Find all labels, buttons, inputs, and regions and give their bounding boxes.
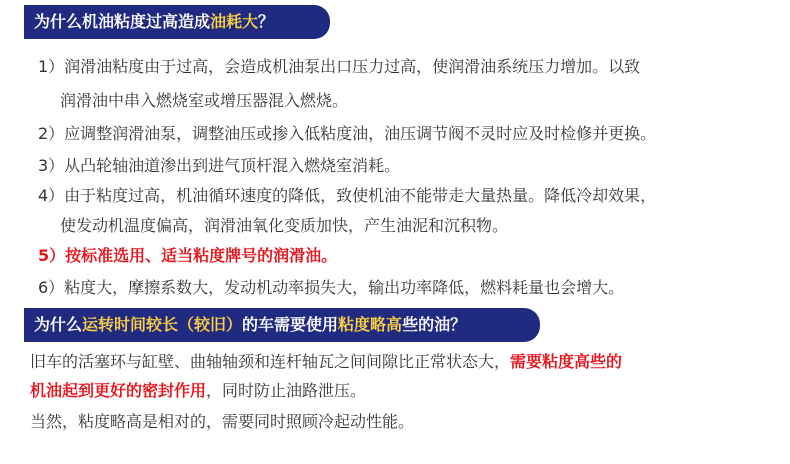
section1-title-part2: ？ [258, 12, 275, 31]
section2-paragraph-1 [30, 352, 622, 372]
section1-title-highlight: 油耗大 [210, 12, 259, 31]
section1-item-1: 1）润滑油粘度由于过高，会造成机油泵出口压力过高，使润滑油系统压力增加。以致 [38, 57, 641, 76]
section2-title-banner [24, 308, 540, 342]
section2-paragraph-2-emphasis: 机油起到更好的密封作用 [30, 381, 207, 400]
section1-title-part1: 为什么机油粘度过高造成 [34, 12, 211, 31]
section1-item-1-continued: 润滑油中串入燃烧室或增压器混入燃烧。 [60, 91, 349, 110]
section1-item-5: 5）按标准选用、适当粘度牌号的润滑油。 [38, 246, 338, 265]
section1-item-2: 2）应调整润滑油泵，调整油压或掺入低粘度油，油压调节阀不灵时应及时检修并更换。 [38, 124, 657, 143]
section1-item-3: 3）从凸轮轴油道渗出到进气顶杆混入燃烧室消耗。 [38, 156, 401, 175]
section2-paragraph-2-text: ，同时防止油路泄压。 [206, 381, 367, 400]
section1-item-6: 6）粘度大，摩擦系数大，发动机动率损失大，输出功率降低，燃料耗量也会增大。 [38, 278, 625, 297]
section2-paragraph-3: 当然，粘度略高是相对的，需要同时照顾冷起动性能。 [30, 412, 415, 431]
section1-title-banner [24, 5, 330, 39]
section1-item-4-continued: 使发动机温度偏高，润滑油氧化变质加快，产生油泥和沉积物。 [60, 216, 509, 235]
section2-title-part3: 些的油？ [402, 315, 467, 334]
section2-title-part1: 为什么 [34, 315, 83, 334]
section2-title-highlight2: 粘度略高 [338, 315, 403, 334]
section1-item-4: 4）由于粘度过高，机油循环速度的降低，致使机油不能带走大量热量。降低冷却效果， [38, 186, 657, 205]
section2-title-highlight1: 运转时间较长（较旧） [82, 315, 243, 334]
section2-paragraph-1-text: 旧车的活塞环与缸壁、曲轴轴颈和连杆轴瓦之间间隙比正常状态大， [30, 352, 511, 371]
section2-title-part2: 的车需要使用 [242, 315, 339, 334]
section2-paragraph-2 [30, 381, 366, 401]
section2-paragraph-1-emphasis: 需要粘度高些的 [510, 352, 623, 371]
